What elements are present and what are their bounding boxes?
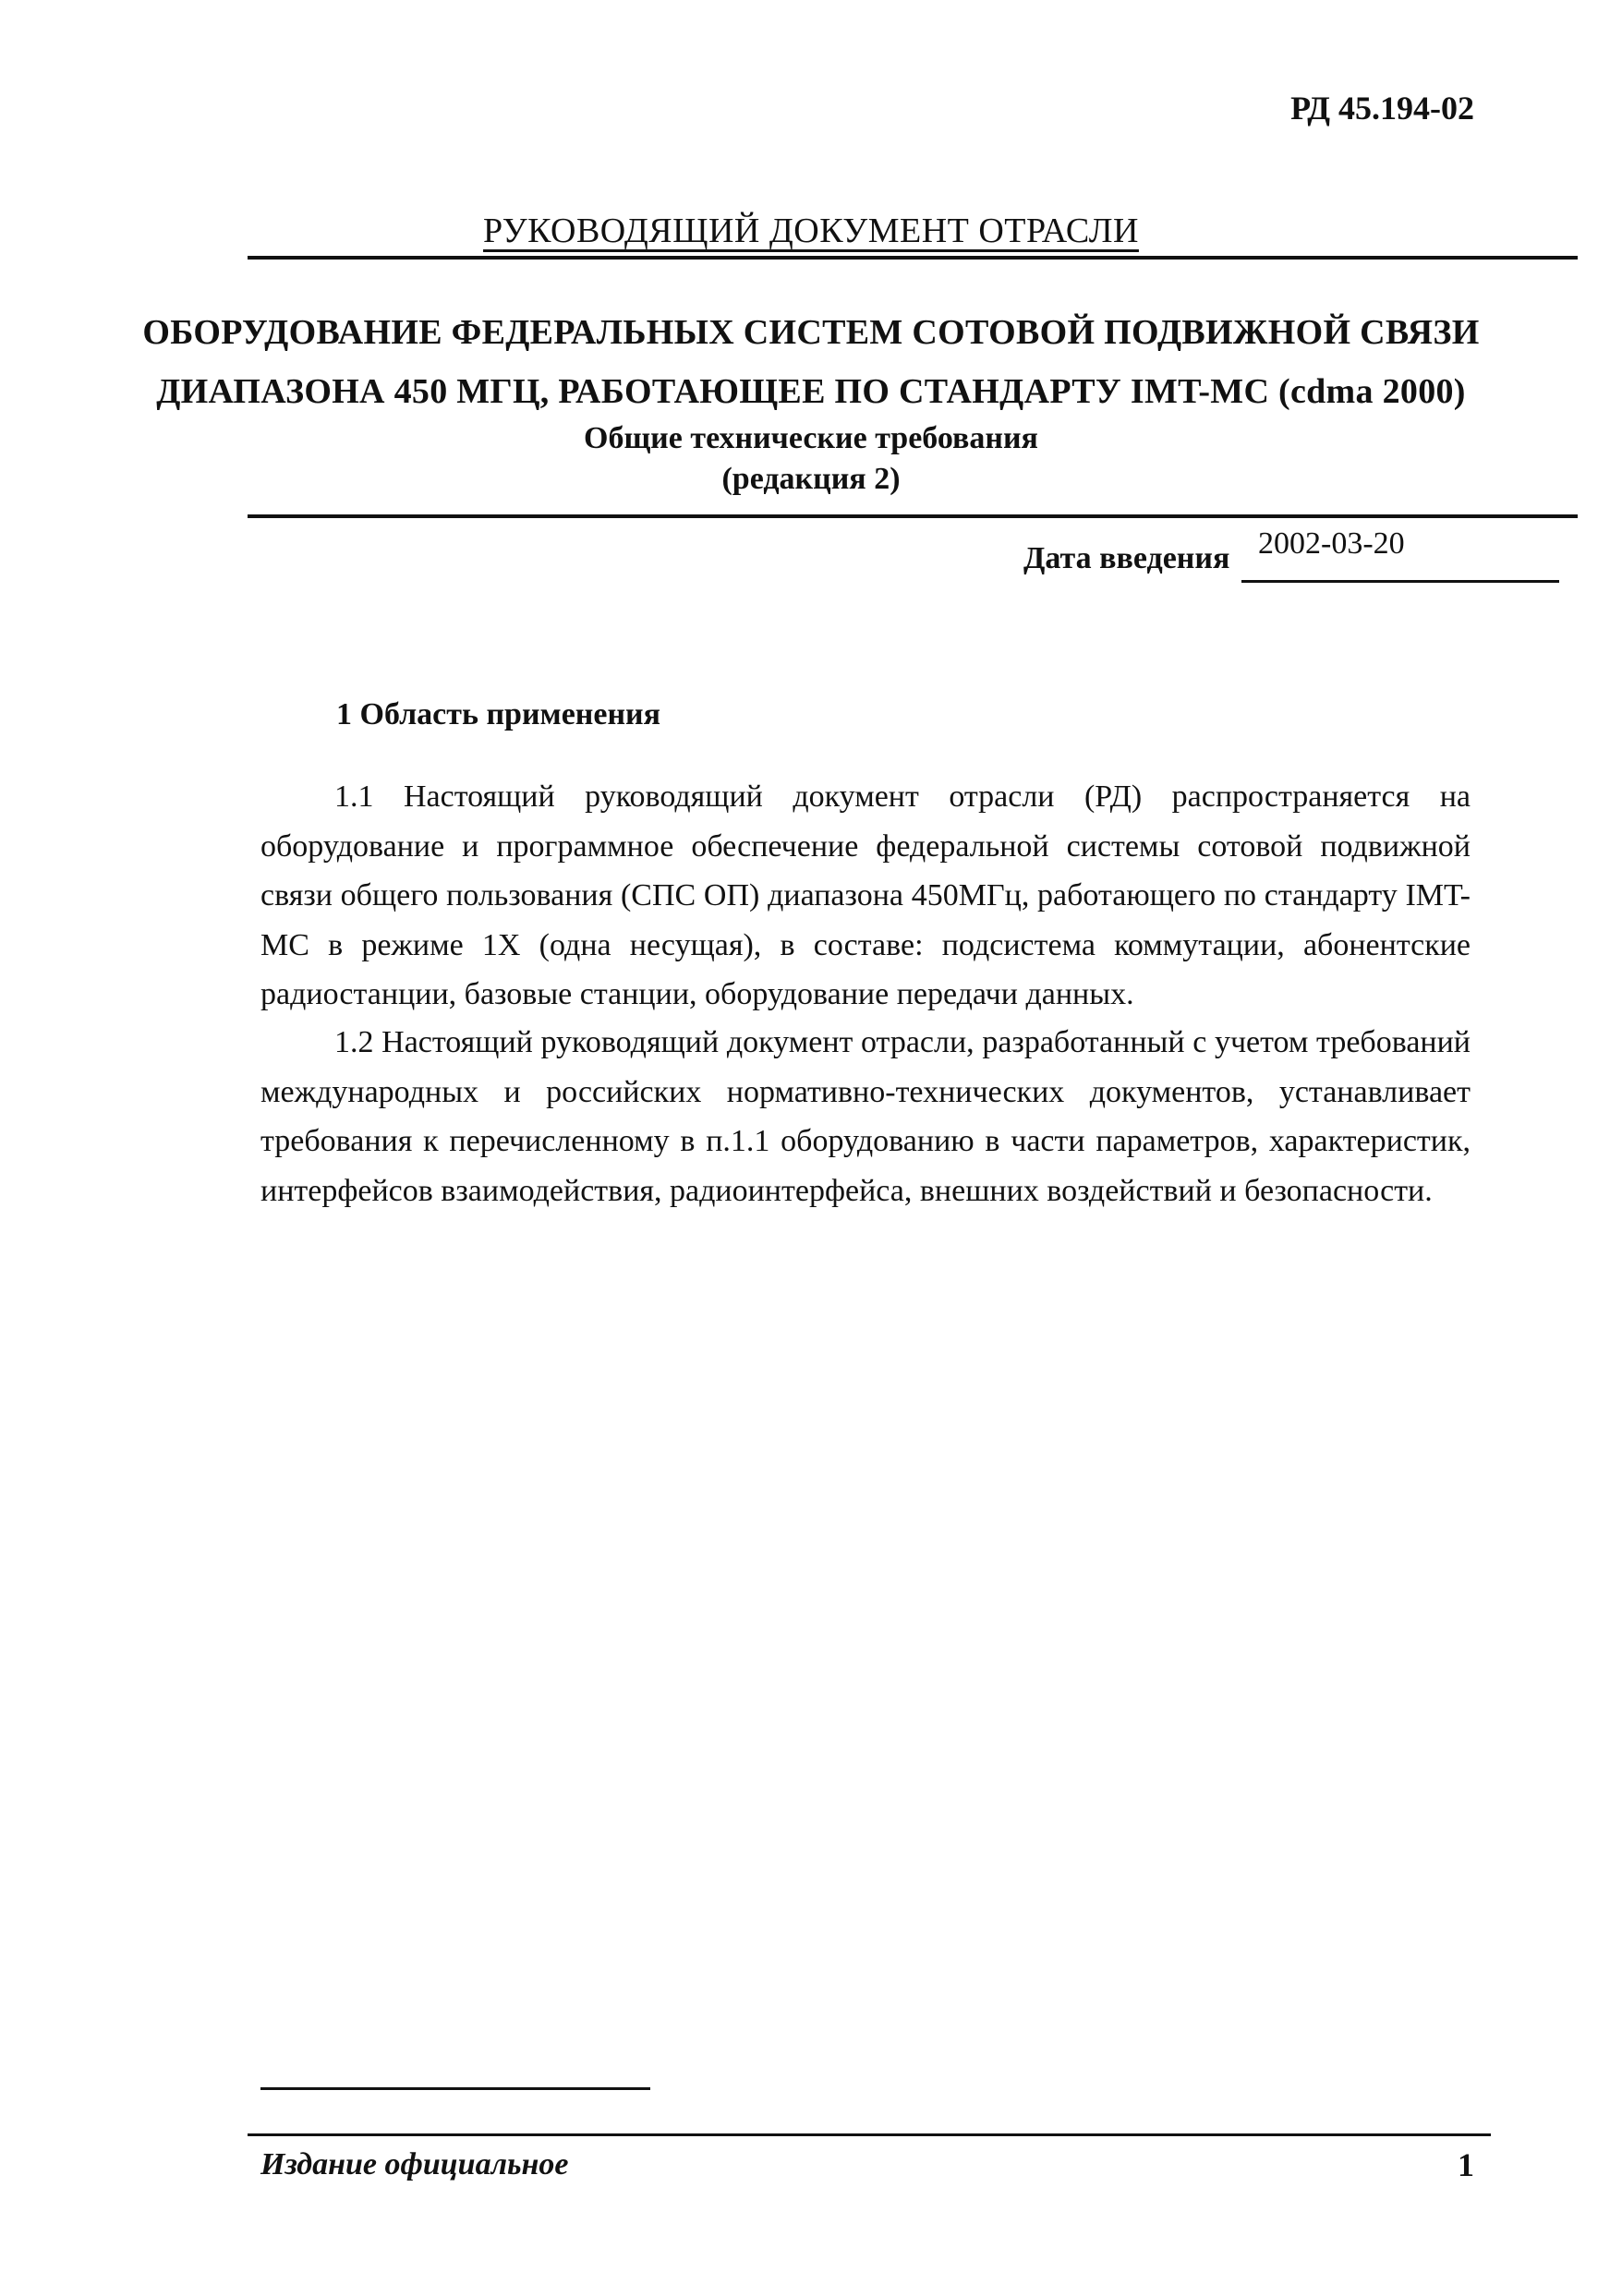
paragraph-1-1: 1.1 Настоящий руководящий документ отрасли (РД) распространяется на оборудование и программное обеспечение федеральной системы сотовой подвижной связи общего пользования (СПС ОП) диапазона 450МГц, работающего по стандарту IMT-MC в режиме 1X (одна несущая), в составе: подсистема коммутации, абонентские радиостанции, базовые станции, оборудование передачи данных. [260, 779, 1471, 1012]
paragraph-1-2: 1.2 Настоящий руководящий документ отрасли, разработанный с учетом требований международных и российских нормативно-технических документов, устанавливает требования к перечисленному в п.1.1 оборудованию в части параметров, характеристик, интерфейсов взаимодействия, радиоинтерфейса, внешних воздействий и безопасности. [260, 1025, 1471, 1208]
footer-edition-label: Издание официальное [260, 2147, 569, 2181]
title-rule [248, 514, 1578, 518]
footer-rule [248, 2133, 1491, 2136]
title-line-1: ОБОРУДОВАНИЕ ФЕДЕРАЛЬНЫХ СИСТЕМ СОТОВОЙ ПОДВИЖНОЙ СВЯЗИ [142, 313, 1480, 352]
date-label: Дата введения [1023, 541, 1230, 575]
title-edition: (редакция 2) [721, 462, 901, 496]
page-number: 1 [1458, 2146, 1474, 2183]
document-kind-heading: РУКОВОДЯЩИЙ ДОКУМЕНТ ОТРАСЛИ [483, 211, 1139, 250]
document-code: РД 45.194-02 [1290, 90, 1474, 127]
top-rule [248, 256, 1578, 260]
date-underline [1241, 580, 1559, 583]
date-value: 2002-03-20 [1258, 526, 1405, 561]
section-heading: 1 Область применения [336, 697, 661, 731]
footnote-separator [260, 2087, 650, 2090]
title-subtitle: Общие технические требования [584, 421, 1038, 455]
title-line-2: ДИАПАЗОНА 450 МГЦ, РАБОТАЮЩЕЕ ПО СТАНДАРТУ IMT-MC (cdma 2000) [156, 372, 1466, 411]
